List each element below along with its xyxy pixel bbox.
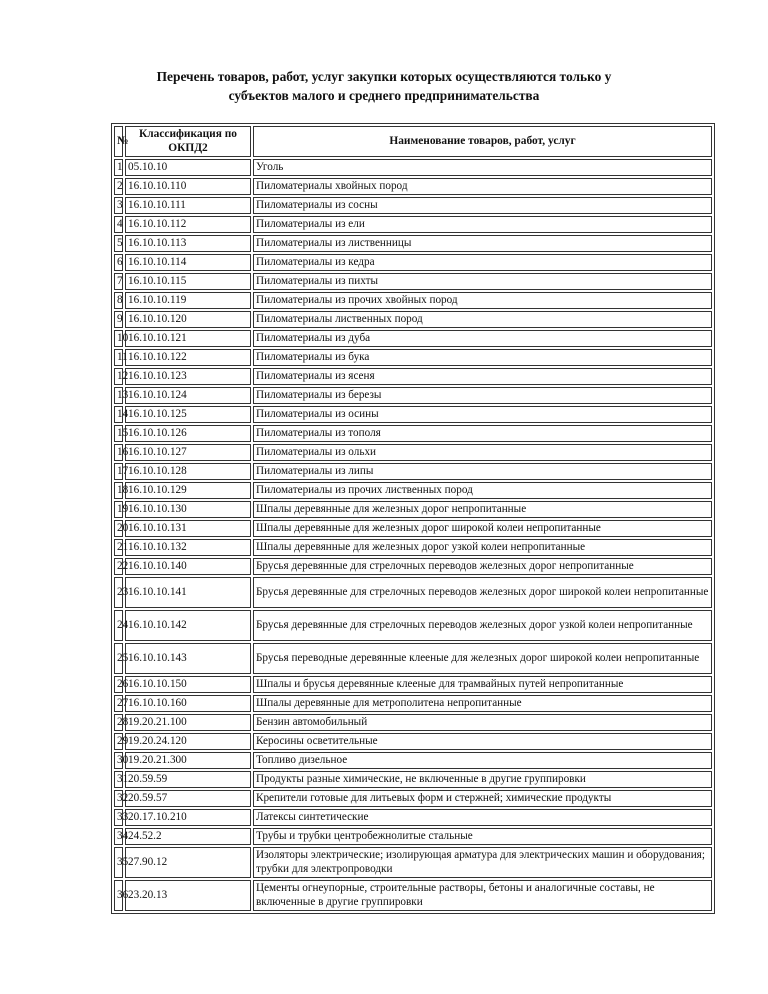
row-classification-code: 16.10.10.123 — [125, 368, 251, 385]
row-item-name: Пиломатериалы из тополя — [253, 425, 712, 442]
table-body — [114, 159, 712, 911]
table-row — [114, 311, 712, 328]
row-classification-code: 16.10.10.121 — [125, 330, 251, 347]
table-row — [114, 520, 712, 537]
table-row — [114, 847, 712, 878]
row-classification-code: 16.10.10.150 — [125, 676, 251, 693]
row-number: 5 — [114, 235, 123, 252]
row-number: 10 — [114, 330, 123, 347]
row-item-name: Крепители готовые для литьевых форм и стержней; химические продукты — [253, 790, 712, 807]
row-number: 22 — [114, 558, 123, 575]
row-number: 26 — [114, 676, 123, 693]
row-number: 21 — [114, 539, 123, 556]
table-row — [114, 235, 712, 252]
row-number: 3 — [114, 197, 123, 214]
row-number: 31 — [114, 771, 123, 788]
table-row — [114, 330, 712, 347]
row-item-name: Брусья деревянные для стрелочных переводов железных дорог узкой колеи непропитанные — [253, 610, 712, 641]
row-number: 34 — [114, 828, 123, 845]
row-classification-code: 19.20.21.300 — [125, 752, 251, 769]
row-classification-code: 16.10.10.119 — [125, 292, 251, 309]
row-item-name: Пиломатериалы из ясеня — [253, 368, 712, 385]
row-classification-code: 16.10.10.129 — [125, 482, 251, 499]
table-row — [114, 558, 712, 575]
row-classification-code: 16.10.10.122 — [125, 349, 251, 366]
row-number: 27 — [114, 695, 123, 712]
row-item-name: Пиломатериалы из осины — [253, 406, 712, 423]
row-number: 14 — [114, 406, 123, 423]
row-number: 6 — [114, 254, 123, 271]
row-classification-code: 16.10.10.128 — [125, 463, 251, 480]
row-number: 32 — [114, 790, 123, 807]
table-row — [114, 809, 712, 826]
row-classification-code: 20.59.59 — [125, 771, 251, 788]
row-classification-code: 16.10.10.160 — [125, 695, 251, 712]
row-item-name: Брусья переводные деревянные клееные для железных дорог широкой колеи непропитанные — [253, 643, 712, 674]
row-item-name: Брусья деревянные для стрелочных переводов железных дорог непропитанные — [253, 558, 712, 575]
goods-table — [111, 123, 715, 914]
row-number: 16 — [114, 444, 123, 461]
title-line-1: Перечень товаров, работ, услуг закупки которых осуществляются только у — [156, 69, 612, 84]
row-number: 30 — [114, 752, 123, 769]
table-row — [114, 444, 712, 461]
row-item-name: Пиломатериалы из прочих лиственных пород — [253, 482, 712, 499]
table-row — [114, 273, 712, 290]
row-classification-code: 16.10.10.125 — [125, 406, 251, 423]
row-classification-code: 16.10.10.110 — [125, 178, 251, 195]
row-number: 15 — [114, 425, 123, 442]
table-row — [114, 733, 712, 750]
row-classification-code: 27.90.12 — [125, 847, 251, 878]
title-line-2: субъектов малого и среднего предпринимательства — [228, 88, 540, 103]
document-title — [0, 67, 768, 105]
table-row — [114, 292, 712, 309]
table-row — [114, 610, 712, 641]
row-classification-code: 16.10.10.131 — [125, 520, 251, 537]
row-classification-code: 16.10.10.132 — [125, 539, 251, 556]
table-row — [114, 695, 712, 712]
table-row — [114, 159, 712, 176]
row-number: 17 — [114, 463, 123, 480]
row-classification-code: 16.10.10.143 — [125, 643, 251, 674]
table-row — [114, 406, 712, 423]
row-number: 28 — [114, 714, 123, 731]
row-item-name: Пиломатериалы из ольхи — [253, 444, 712, 461]
row-item-name: Бензин автомобильный — [253, 714, 712, 731]
row-item-name: Пиломатериалы из сосны — [253, 197, 712, 214]
row-item-name: Брусья деревянные для стрелочных переводов железных дорог широкой колеи непропитанные — [253, 577, 712, 608]
row-classification-code: 16.10.10.112 — [125, 216, 251, 233]
header-number: № — [114, 126, 123, 157]
row-item-name: Латексы синтетические — [253, 809, 712, 826]
table-row — [114, 752, 712, 769]
row-item-name: Изоляторы электрические; изолирующая арматура для электрических машин и оборудования; трубки для электропроводки — [253, 847, 712, 878]
row-classification-code: 16.10.10.130 — [125, 501, 251, 518]
table-row — [114, 676, 712, 693]
table-row — [114, 216, 712, 233]
row-number: 12 — [114, 368, 123, 385]
table-row — [114, 714, 712, 731]
row-number: 18 — [114, 482, 123, 499]
row-classification-code: 19.20.24.120 — [125, 733, 251, 750]
table-row — [114, 828, 712, 845]
row-classification-code: 20.17.10.210 — [125, 809, 251, 826]
row-classification-code: 19.20.21.100 — [125, 714, 251, 731]
table-row — [114, 425, 712, 442]
row-item-name: Топливо дизельное — [253, 752, 712, 769]
row-classification-code: 16.10.10.141 — [125, 577, 251, 608]
row-item-name: Продукты разные химические, не включенные в другие группировки — [253, 771, 712, 788]
row-classification-code: 16.10.10.120 — [125, 311, 251, 328]
row-classification-code: 16.10.10.111 — [125, 197, 251, 214]
table-row — [114, 880, 712, 911]
table-row — [114, 643, 712, 674]
row-classification-code: 16.10.10.124 — [125, 387, 251, 404]
table-row — [114, 482, 712, 499]
row-number: 36 — [114, 880, 123, 911]
table-row — [114, 577, 712, 608]
row-item-name: Шпалы деревянные для железных дорог узкой колеи непропитанные — [253, 539, 712, 556]
row-item-name: Цементы огнеупорные, строительные растворы, бетоны и аналогичные составы, не включенные в другие группировки — [253, 880, 712, 911]
row-classification-code: 16.10.10.126 — [125, 425, 251, 442]
row-classification-code: 16.10.10.140 — [125, 558, 251, 575]
row-item-name: Пиломатериалы хвойных пород — [253, 178, 712, 195]
row-number: 24 — [114, 610, 123, 641]
row-number: 13 — [114, 387, 123, 404]
row-item-name: Пиломатериалы из березы — [253, 387, 712, 404]
row-classification-code: 16.10.10.115 — [125, 273, 251, 290]
row-number: 20 — [114, 520, 123, 537]
table-row — [114, 790, 712, 807]
row-item-name: Пиломатериалы из липы — [253, 463, 712, 480]
row-classification-code: 20.59.57 — [125, 790, 251, 807]
row-item-name: Пиломатериалы лиственных пород — [253, 311, 712, 328]
table-row — [114, 539, 712, 556]
row-number: 25 — [114, 643, 123, 674]
row-classification-code: 24.52.2 — [125, 828, 251, 845]
row-item-name: Пиломатериалы из прочих хвойных пород — [253, 292, 712, 309]
row-item-name: Шпалы и брусья деревянные клееные для трамвайных путей непропитанные — [253, 676, 712, 693]
row-item-name: Пиломатериалы из лиственницы — [253, 235, 712, 252]
row-number: 23 — [114, 577, 123, 608]
table-row — [114, 197, 712, 214]
row-item-name: Керосины осветительные — [253, 733, 712, 750]
row-item-name: Пиломатериалы из дуба — [253, 330, 712, 347]
row-item-name: Шпалы деревянные для метрополитена непропитанные — [253, 695, 712, 712]
table-row — [114, 254, 712, 271]
row-number: 7 — [114, 273, 123, 290]
row-number: 33 — [114, 809, 123, 826]
row-number: 35 — [114, 847, 123, 878]
row-item-name: Пиломатериалы из ели — [253, 216, 712, 233]
table-row — [114, 178, 712, 195]
row-classification-code: 05.10.10 — [125, 159, 251, 176]
row-item-name: Пиломатериалы из кедра — [253, 254, 712, 271]
row-number: 11 — [114, 349, 123, 366]
row-number: 19 — [114, 501, 123, 518]
table-header-row — [114, 126, 712, 157]
table-row — [114, 771, 712, 788]
row-classification-code: 16.10.10.142 — [125, 610, 251, 641]
row-classification-code: 16.10.10.127 — [125, 444, 251, 461]
row-item-name: Пиломатериалы из бука — [253, 349, 712, 366]
row-item-name: Трубы и трубки центробежнолитые стальные — [253, 828, 712, 845]
table-row — [114, 387, 712, 404]
row-item-name: Шпалы деревянные для железных дорог непропитанные — [253, 501, 712, 518]
table-row — [114, 501, 712, 518]
row-item-name: Уголь — [253, 159, 712, 176]
row-number: 29 — [114, 733, 123, 750]
row-number: 1 — [114, 159, 123, 176]
table-row — [114, 368, 712, 385]
row-item-name: Шпалы деревянные для железных дорог широкой колеи непропитанные — [253, 520, 712, 537]
header-name: Наименование товаров, работ, услуг — [253, 126, 712, 157]
row-number: 4 — [114, 216, 123, 233]
row-number: 9 — [114, 311, 123, 328]
row-classification-code: 23.20.13 — [125, 880, 251, 911]
table-row — [114, 463, 712, 480]
row-number: 8 — [114, 292, 123, 309]
table-row — [114, 349, 712, 366]
row-item-name: Пиломатериалы из пихты — [253, 273, 712, 290]
header-classification: Классификация по ОКПД2 — [125, 126, 251, 157]
row-number: 2 — [114, 178, 123, 195]
row-classification-code: 16.10.10.113 — [125, 235, 251, 252]
row-classification-code: 16.10.10.114 — [125, 254, 251, 271]
